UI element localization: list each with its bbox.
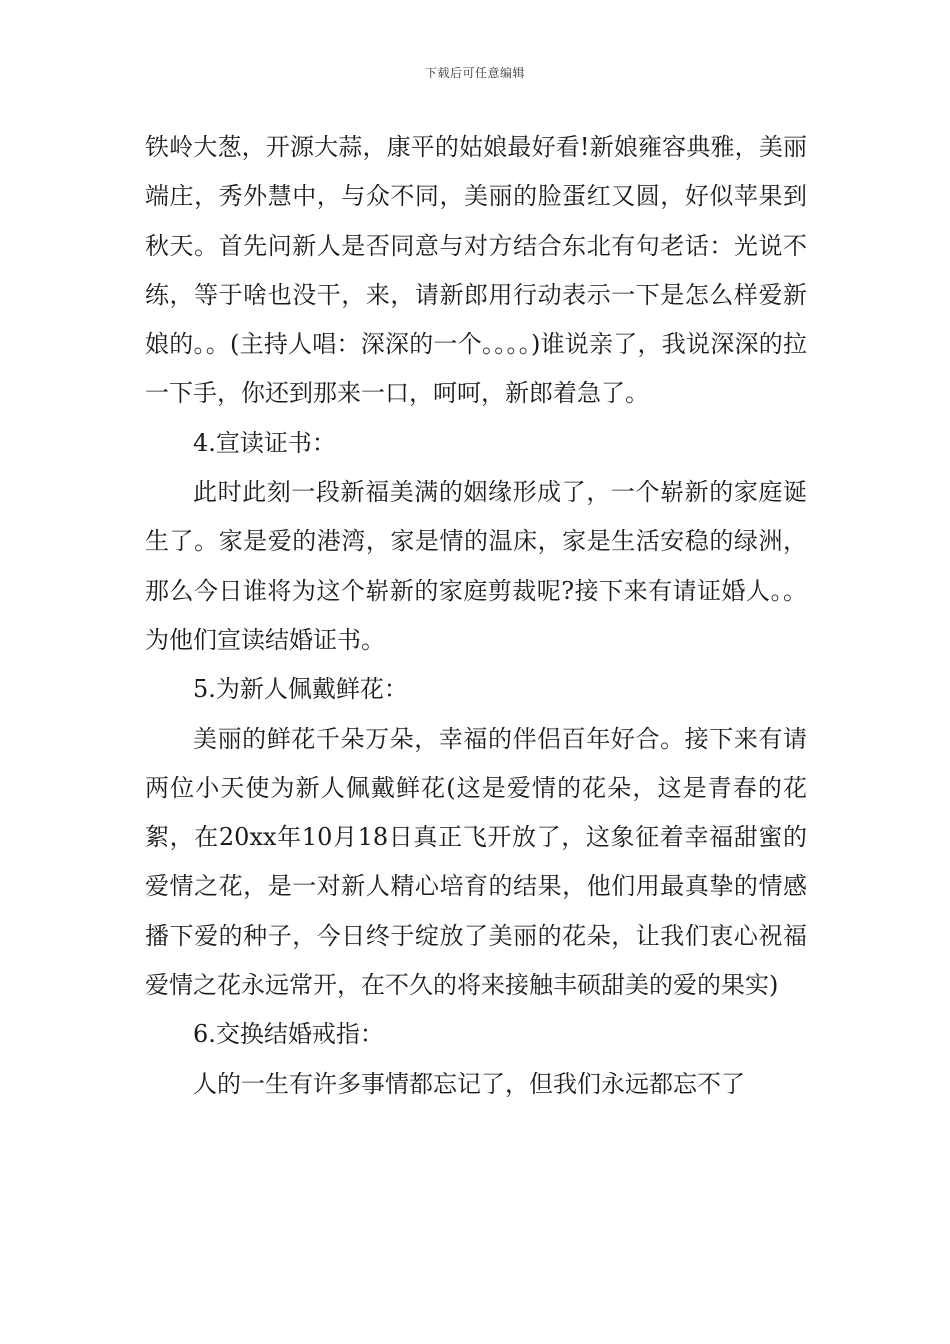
page-header-note: 下载后可任意编辑 <box>424 66 525 80</box>
section-heading-rings: 6.交换结婚戒指： <box>193 1020 384 1049</box>
section-heading-certificate: 4.宣读证书： <box>193 428 336 457</box>
paragraph-certificate: 此时此刻一段新福美满的姻缘形成了，一个崭新的家庭诞生了。家是爱的港湾，家是情的温床，家是生活安稳的绿洲，那么今日谁将为这个崭新的家庭剪裁呢?接下来有请证婚人。。为他们宣读结婚证书。 <box>145 478 807 654</box>
paragraph-rings: 人的一生有许多事情都忘记了，但我们永远都忘不了 <box>193 1069 745 1098</box>
section-heading-flowers: 5.为新人佩戴鲜花： <box>193 675 408 704</box>
paragraph-flowers: 美丽的鲜花千朵万朵，幸福的伴侣百年好合。接下来有请两位小天使为新人佩戴鲜花(这是爱情的花朵，这是青春的花絮，在20xx年10月18日真正飞开放了，这象征着幸福甜蜜的爱情之花，是一对新人精心培育的结果，他们用最真挚的情感播下爱的种子，今日终于绽放了美丽的花朵，让我们衷心祝福爱情之花永远常开，在不久的将来接触丰硕甜美的爱的果实) <box>145 724 807 1000</box>
document-body <box>145 123 807 1109</box>
paragraph-intro: 铁岭大葱，开源大蒜，康平的姑娘最好看!新娘雍容典雅，美丽端庄，秀外慧中，与众不同，美丽的脸蛋红又圆，好似苹果到秋天。首先问新人是否同意与对方结合东北有句老话：光说不练，等于啥也没干，来，请新郎用行动表示一下是怎么样爱新娘的。。(主持人唱：深深的一个。。。。)谁说亲了，我说深深的拉一下手，你还到那来一口，呵呵，新郎着急了。 <box>145 133 807 408</box>
